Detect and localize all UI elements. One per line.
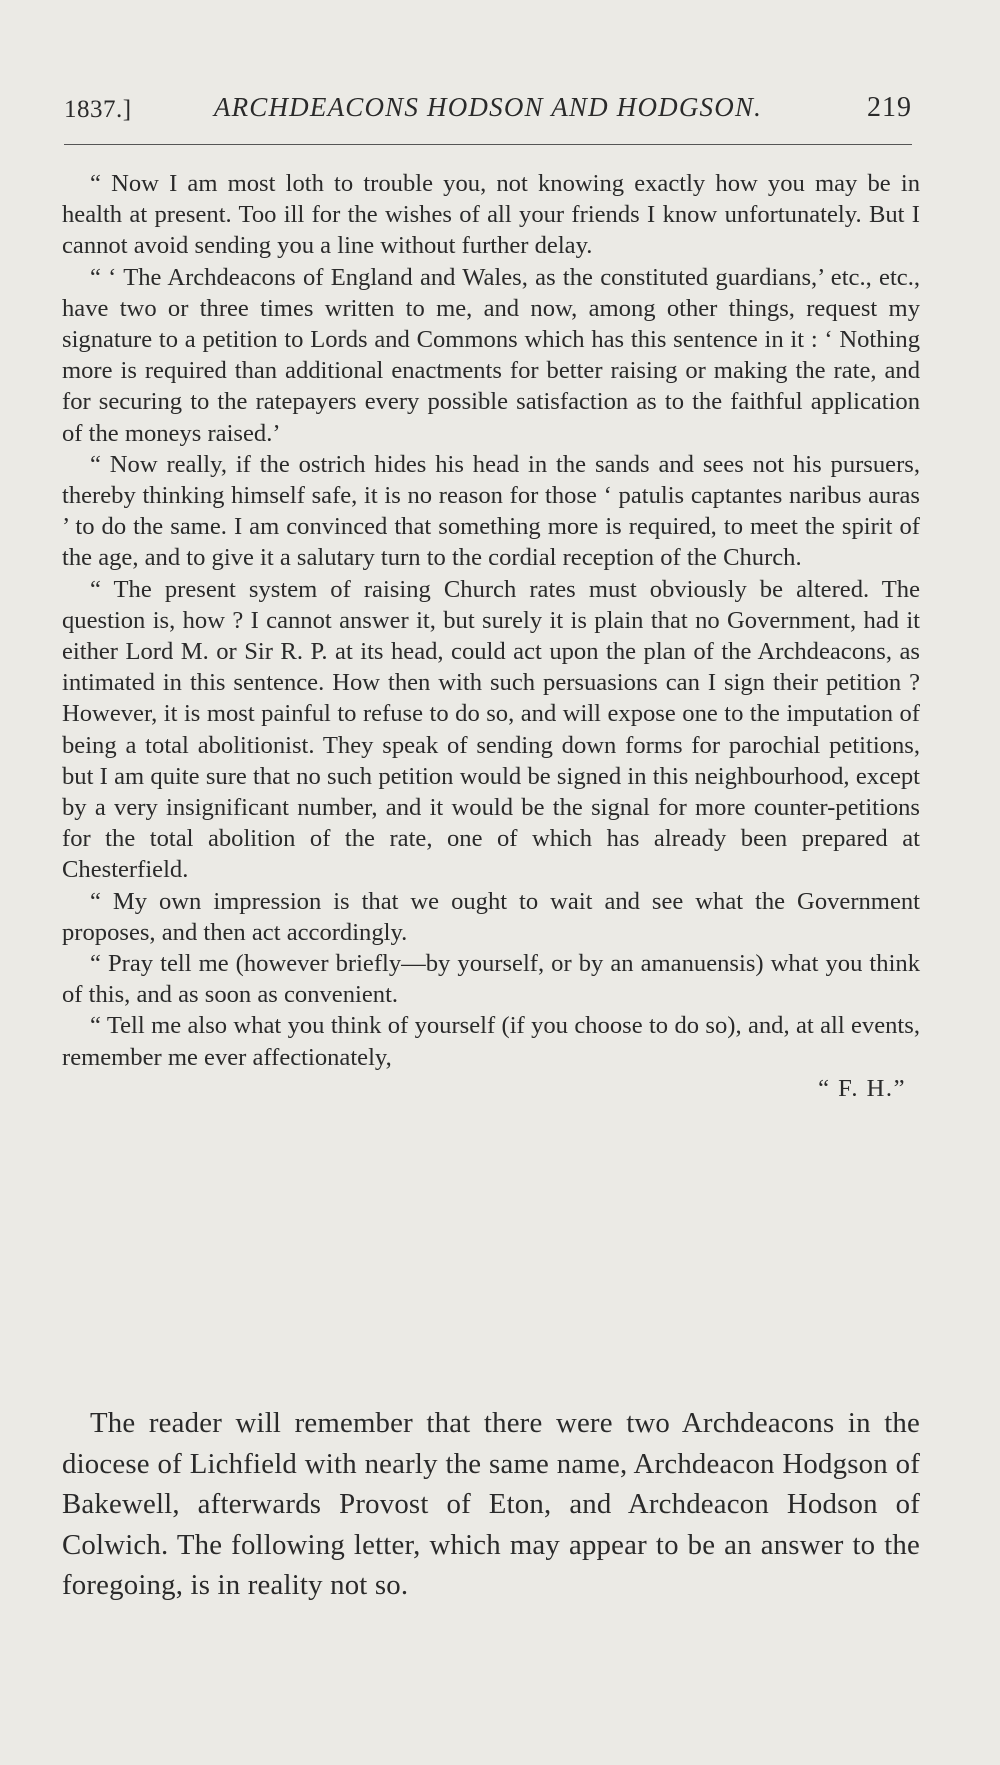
letter-paragraph-4: “ The present system of raising Church rates must obviously be altered. The question is, how ? I cannot answer it, but surely it is plain that no Government, had it either Lord M. or Sir R. P. at its head, could act upon the plan of the Archdeacons, as intimated in this sentence. How then with such persuasions can I sign their petition ? However, it is most painful to refuse to do so, and will expose one to the imputation of being a total abolitionist. They speak of sending down forms for parochial petitions, but I am quite sure that no such petition would be signed in this neighbourhood, except by a very insignificant number, and it would be the signal for more counter-petitions for the total abolition of the rate, one of which has already been prepared at Chesterfield.: [62, 575, 920, 884]
letter-paragraph-1: “ Now I am most loth to trouble you, not knowing exactly how you may be in health at present. Too ill for the wishes of all your friends I know unfortunately. But I cannot avoid sending you a line without further delay.: [62, 170, 920, 260]
running-header: [64, 88, 912, 134]
header-year: 1837.]: [64, 96, 132, 123]
letter-paragraph-7: “ Tell me also what you think of yourself (if you choose to do so), and, at all events, remember me ever affectionately,: [62, 1012, 920, 1071]
letter-paragraph-2: “ ‘ The Archdeacons of England and Wales, as the constituted guardians,’ etc., etc., have two or three times written to me, and now, among other things, request my signature to a petition to Lords and Commons which has this sentence in it : ‘ Nothing more is required than additional enactments for better raising or making the rate, and for securing to the ratepayers every possible satisfaction as to the faithful application of the moneys raised.’: [62, 263, 920, 447]
quoted-letter: [62, 168, 920, 1104]
narrative-text: [62, 1403, 920, 1606]
header-title: ARCHDEACONS HODSON AND HODGSON.: [213, 92, 763, 122]
letter-signature: “ F. H.”: [818, 1074, 906, 1102]
page-number: 219: [867, 92, 912, 123]
letter-paragraph-6: “ Pray tell me (however briefly—by yourself, or by an amanuensis) what you think of this, and as soon as convenient.: [62, 950, 920, 1009]
letter-paragraph-3: “ Now really, if the ostrich hides his head in the sands and sees not his pursuers, thereby thinking himself safe, it is no reason for those ‘ patulis captantes naribus auras ’ to do the same. I am convinced that something more is required, to meet the spirit of the age, and to give it a salutary turn to the cordial reception of the Church.: [62, 450, 920, 572]
header-rule: [64, 144, 912, 145]
narrative-paragraph: The reader will remember that there were two Archdeacons in the diocese of Lichfield with nearly the same name, Archdeacon Hodgson of Bakewell, afterwards Provost of Eton, and Archdeacon Hodson of Colwich. The following letter, which may appear to be an answer to the foregoing, is in reality not so.: [62, 1407, 920, 1601]
letter-paragraph-5: “ My own impression is that we ought to wait and see what the Government proposes, and then act accordingly.: [62, 887, 920, 946]
